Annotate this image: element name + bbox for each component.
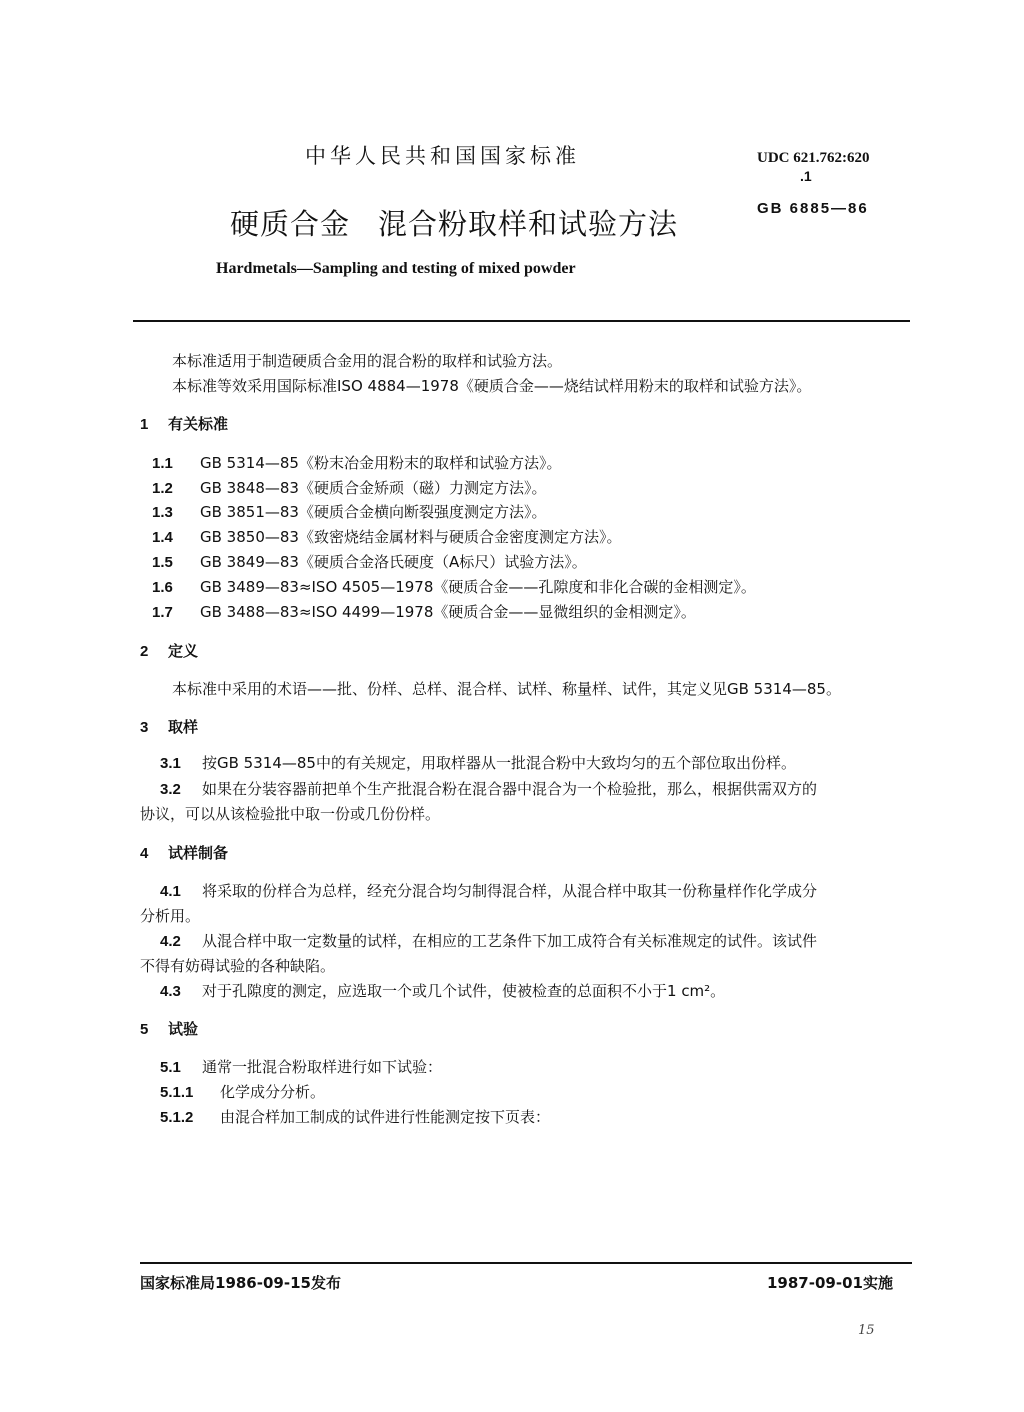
- clause-4-2-continued: 不得有妨碍试验的各种缺陷。: [140, 957, 336, 975]
- reference-item: 1.3 GB 3851—83《硬质合金横向断裂强度测定方法》。: [152, 503, 547, 521]
- effective-date: 1987-09-01实施: [767, 1274, 893, 1292]
- reference-item: 1.1 GB 5314—85《粉末冶金用粉末的取样和试验方法》。: [152, 454, 562, 472]
- section-4-heading: 4 试样制备: [140, 844, 229, 862]
- page-number: 15: [858, 1323, 875, 1338]
- section-5-heading: 5 试验: [140, 1020, 199, 1038]
- intro-paragraph-2: 本标准等效采用国际标准ISO 4884—1978《硬质合金——烧结试样用粉末的取样和试验方法》。: [172, 377, 812, 395]
- clause-3-1: 3.1 按GB 5314—85中的有关规定，用取样器从一批混合粉中大致均匀的五个部位取出份样。: [160, 754, 796, 772]
- reference-item: 1.6 GB 3489—83≈ISO 4505—1978《硬质合金——孔隙度和非化合碳的金相测定》。: [152, 578, 756, 596]
- clause-5-1-2: 5.1.2 由混合样加工制成的试件进行性能测定按下页表：: [160, 1108, 551, 1126]
- reference-item: 1.5 GB 3849—83《硬质合金洛氏硬度（A标尺）试验方法》。: [152, 553, 587, 571]
- clause-5-1-1: 5.1.1 化学成分分析。: [160, 1083, 326, 1101]
- intro-paragraph-1: 本标准适用于制造硬质合金用的混合粉的取样和试验方法。: [172, 352, 563, 370]
- header-rule: [133, 320, 910, 322]
- section-3-heading: 3 取样: [140, 718, 199, 736]
- udc-code-continuation: .1: [800, 168, 812, 184]
- section-1-heading: 1 有关标准: [140, 415, 229, 433]
- clause-4-3: 4.3 对于孔隙度的测定，应选取一个或几个试件，使被检查的总面积不小于1 cm²。: [160, 982, 726, 1000]
- reference-item: 1.4 GB 3850—83《致密烧结金属材料与硬质合金密度测定方法》。: [152, 528, 622, 546]
- document-title-chinese: [230, 202, 678, 243]
- clause-4-2: 4.2 从混合样中取一定数量的试样，在相应的工艺条件下加工成符合有关标准规定的试件。该试件: [160, 932, 818, 950]
- gb-standard-number: GB 6885—86: [757, 200, 869, 217]
- clause-3-2-continued: 协议，可以从该检验批中取一份或几份份样。: [140, 805, 441, 823]
- reference-item: 1.2 GB 3848—83《硬质合金矫顽（磁）力测定方法》。: [152, 479, 547, 497]
- footer-rule: [140, 1262, 912, 1264]
- clause-5-1: 5.1 通常一批混合粉取样进行如下试验：: [160, 1058, 443, 1076]
- issue-date: 国家标准局1986-09-15发布: [140, 1274, 341, 1292]
- reference-item: 1.7 GB 3488—83≈ISO 4499—1978《硬质合金——显微组织的金相测定》。: [152, 603, 696, 621]
- clause-3-2: 3.2 如果在分装容器前把单个生产批混合粉在混合器中混合为一个检验批，那么，根据供需双方的: [160, 780, 818, 798]
- standard-category-heading: 中华人民共和国国家标准: [305, 144, 580, 168]
- section-2-heading: 2 定义: [140, 642, 199, 660]
- udc-code: UDC 621.762:620: [757, 150, 870, 166]
- title-part-2: 混合粉取样和试验方法: [378, 207, 679, 241]
- section-2-paragraph: 本标准中采用的术语——批、份样、总样、混合样、试样、称量样、试件，其定义见GB 5314—85。: [172, 680, 841, 698]
- clause-4-1: 4.1 将采取的份样合为总样，经充分混合均匀制得混合样，从混合样中取其一份称量样作化学成分: [160, 882, 818, 900]
- document-title-english: Hardmetals—Sampling and testing of mixed powder: [216, 260, 576, 277]
- clause-4-1-continued: 分析用。: [140, 907, 201, 925]
- title-part-1: 硬质合金: [230, 207, 351, 241]
